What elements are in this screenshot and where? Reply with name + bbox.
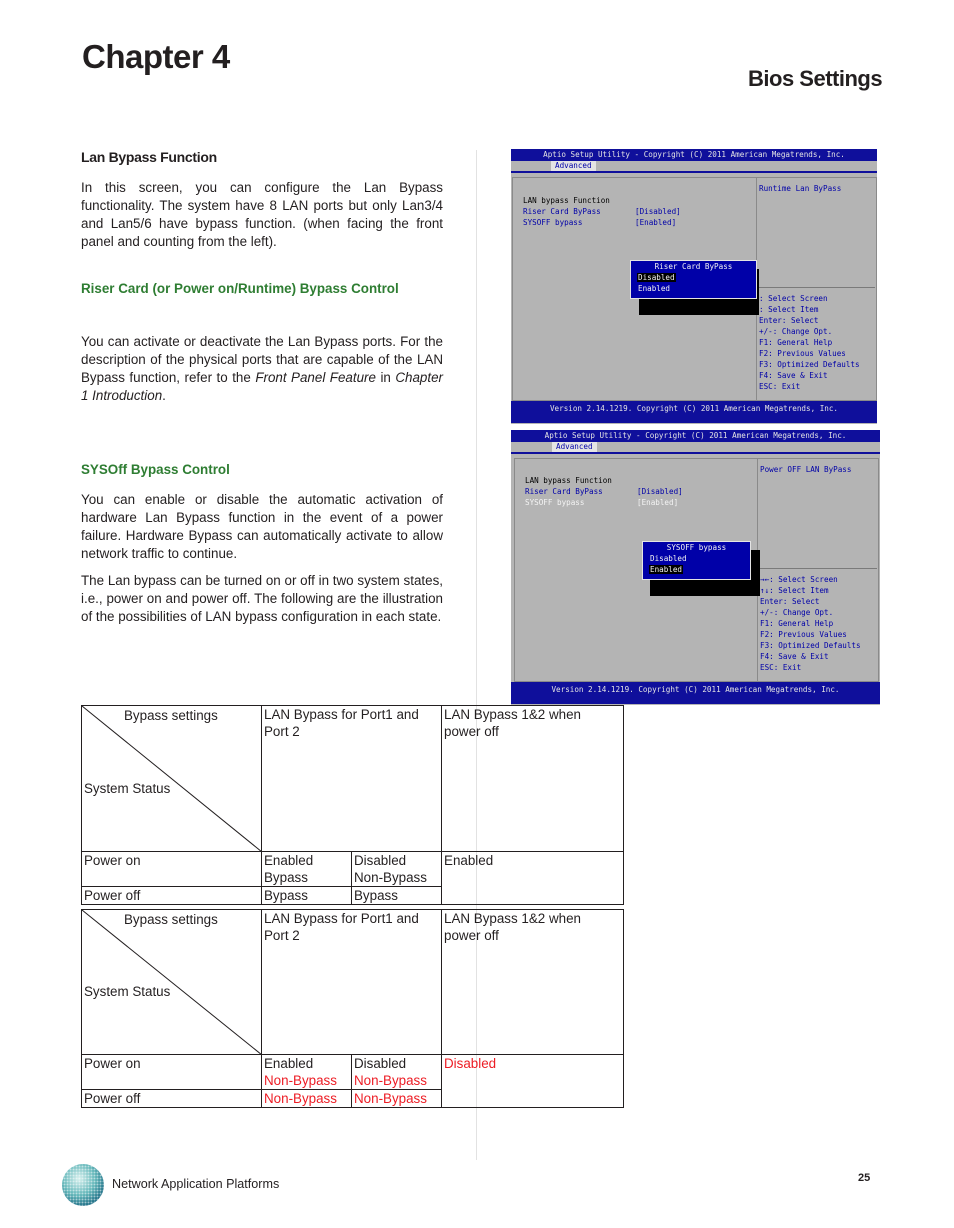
bios-key-esc: ESC: Exit [760,663,802,672]
cell-off-c1: Non-Bypass [262,1090,352,1108]
cell-on-nonbypass-2: Non-Bypass [352,1072,442,1090]
sysoff-paragraph-2: The Lan bypass can be turned on or off in two system states, i.e., power on and power off. The following are the illustration of the possibilities of LAN bypass configuration in each state. [81,573,443,624]
cell-on-bypass: Bypass [262,869,352,887]
bios-key-change: +/-: Change Opt. [760,608,834,617]
row-power-on: Power on [82,1055,262,1090]
cell-on-nonbypass-1: Non-Bypass [262,1072,352,1090]
bios-key-enter: Enter: Select [760,597,820,606]
bios-key-f3: F3: Optimized Defaults [759,360,860,369]
popup-title: Riser Card ByPass [654,262,733,271]
riser-heading: Riser Card (or Power on/Runtime) Bypass Control [81,281,399,296]
globe-logo-icon [60,1162,106,1208]
bypass-table-2 [81,909,624,1108]
header-bypass-settings: Bypass settings [124,708,218,723]
bios-riser-value[interactable]: [Disabled] [637,487,683,496]
bios-key-change: +/-: Change Opt. [759,327,833,336]
header-system-status: System Status [84,781,171,796]
bios-help-text: Runtime Lan ByPass [759,184,842,193]
bios-key-esc: ESC: Exit [759,382,801,391]
popup-option-enabled[interactable]: Enabled [638,284,671,293]
cell-off-c2: Non-Bypass [352,1090,442,1108]
bios-riser-card-bypass[interactable]: Riser Card ByPass [523,207,601,216]
bios-key-f4: F4: Save & Exit [760,652,829,661]
cell-on-enabled: Enabled [262,1055,352,1073]
bios-help-text: Power OFF LAN ByPass [760,465,852,474]
footer-text: Network Application Platforms [112,1177,280,1191]
bios-key-select-item: ↑↓: Select Item [760,586,829,595]
row-power-off: Power off [82,1090,262,1108]
page-number: 25 [858,1172,871,1184]
bios-key-f2: F2: Previous Values [760,630,847,639]
bios-item-header: LAN bypass Function [523,196,610,205]
cell-on-disabled: Disabled [352,852,442,870]
bios-key-select-item: : Select Item [759,305,819,314]
header-bypass-settings: Bypass settings [124,912,218,927]
bios-item-header: LAN bypass Function [525,476,612,485]
popup-option-enabled[interactable]: Enabled [650,565,683,574]
header-power-off: LAN Bypass 1&2 when power off [442,910,624,1055]
header-system-status: System Status [84,984,171,999]
bios-version-bar: Version 2.14.1219. Copyright (C) 2011 American Megatrends, Inc. [511,401,877,423]
bios-screen-sysoff [511,430,880,705]
sysoff-paragraph-1: You can enable or disable the automatic activation of hardware Lan Bypass function in the event of a power failure. Hardware Bypass can automatically activate to allow network traffic to continue. [81,492,443,561]
bios-key-f3: F3: Optimized Defaults [760,641,861,650]
lan-bypass-paragraph: In this screen, you can configure the Lan Bypass functionality. The system have 8 LAN ports but only Lan3/4 and Lan5/6 have bypass function. (when facing the front panel and counting from the left). [81,180,443,249]
tab-advanced[interactable]: Advanced [552,442,597,452]
popup-option-disabled[interactable]: Disabled [650,554,687,563]
bios-title-bar: Aptio Setup Utility - Copyright (C) 2011 American Megatrends, Inc. [511,430,880,442]
bios-popup-sysoff[interactable] [642,541,751,580]
header-port1-port2: LAN Bypass for Port1 and Port 2 [262,706,442,852]
bios-sysoff-bypass[interactable]: SYSOFF bypass [525,498,585,507]
row-power-off: Power off [82,887,262,905]
cell-on-nonbypass: Non-Bypass [352,869,442,887]
tab-advanced[interactable]: Advanced [551,161,596,171]
bios-key-select-screen: →←: Select Screen [760,575,838,584]
table-diagonal-header [82,706,262,852]
cell-off-c1: Bypass [262,887,352,905]
section-title: Bios Settings [748,66,883,91]
cell-on-poweroff: Disabled [442,1055,624,1108]
bios-sysoff-value[interactable]: [Enabled] [635,218,677,227]
bios-riser-card-bypass[interactable]: Riser Card ByPass [525,487,603,496]
header-port1-port2: LAN Bypass for Port1 and Port 2 [262,910,442,1055]
bios-key-f4: F4: Save & Exit [759,371,828,380]
cell-off-c2: Bypass [352,887,442,905]
bios-popup-riser[interactable] [630,260,757,299]
bios-sysoff-bypass[interactable]: SYSOFF bypass [523,218,583,227]
bios-title-bar: Aptio Setup Utility - Copyright (C) 2011 American Megatrends, Inc. [511,149,877,161]
sysoff-heading: SYSOff Bypass Control [81,462,230,477]
bios-key-f2: F2: Previous Values [759,349,846,358]
popup-option-disabled[interactable]: Disabled [638,273,675,282]
bios-key-f1: F1: General Help [759,338,833,347]
bios-screen-riser [511,149,877,424]
cell-on-enabled: Enabled [262,852,352,870]
chapter-title: Chapter 4 [82,38,230,75]
riser-paragraph: You can activate or deactivate the Lan Bypass ports. For the description of the physical ports that are capable of the LAN Bypass function, refer to the Front Panel Feature in Chapter 1 Introduction. [81,334,443,403]
bios-riser-value[interactable]: [Disabled] [635,207,681,216]
popup-title: SYSOFF bypass [666,543,727,552]
header-power-off: LAN Bypass 1&2 when power off [442,706,624,852]
cell-on-disabled: Disabled [352,1055,442,1073]
bios-sysoff-value[interactable]: [Enabled] [637,498,679,507]
cell-on-poweroff: Enabled [442,852,624,905]
bios-version-bar: Version 2.14.1219. Copyright (C) 2011 American Megatrends, Inc. [511,682,880,704]
bios-key-select-screen: : Select Screen [759,294,828,303]
bios-key-f1: F1: General Help [760,619,834,628]
row-power-on: Power on [82,852,262,887]
bypass-table-1 [81,705,624,905]
lan-bypass-heading: Lan Bypass Function [81,149,217,165]
table-diagonal-header [82,910,262,1055]
diagonal-line [82,706,262,852]
bios-key-enter: Enter: Select [759,316,819,325]
